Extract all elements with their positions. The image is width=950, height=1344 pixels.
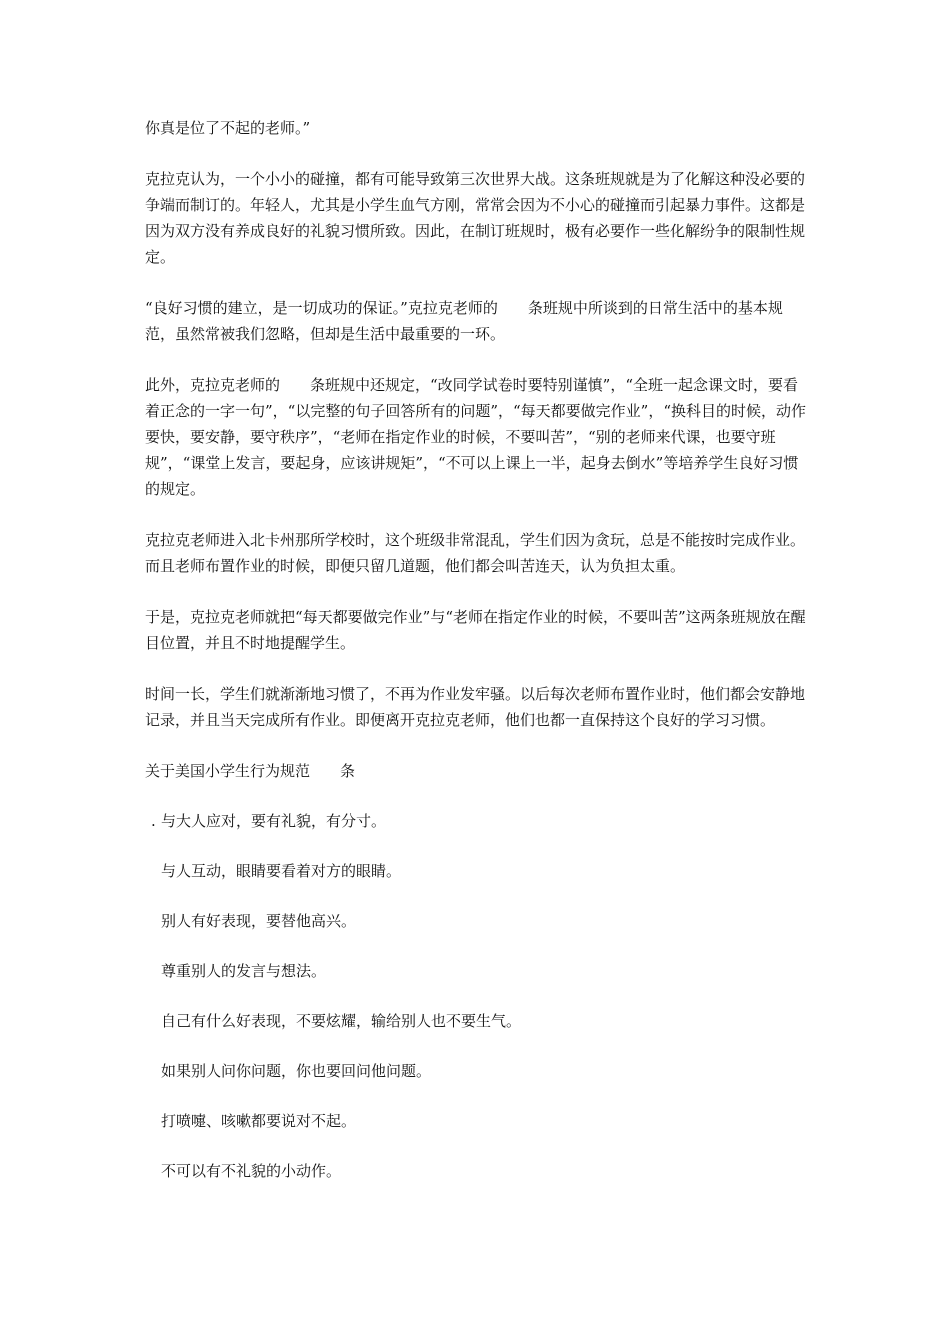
list-item [145,1108,810,1134]
list-item-text: 与大人应对，要有礼貌，有分寸。 [161,812,387,830]
list-item [145,908,810,934]
list-bullet: . [151,812,156,830]
paragraph: 克拉克老师进入北卡州那所学校时，这个班级非常混乱，学生们因为贪玩，总是不能按时完成作业。而且老师布置作业的时候，即便只留几道题，他们都会叫苦连天，认为负担太重。 [145,531,806,575]
list-item-text: 如果别人问你问题，你也要回问他问题。 [161,1062,432,1080]
paragraph: “良好习惯的建立，是一切成功的保证。”克拉克老师的 条班规中所谈到的日常生活中的基本规范，虽然常被我们忽略，但却是生活中最重要的一环。 [145,299,783,343]
list-item-text: 自己有什么好表现，不要炫耀，输给别人也不要生气。 [161,1012,522,1030]
list-item-text: 尊重别人的发言与想法。 [161,962,327,980]
paragraph: 时间一长，学生们就渐渐地习惯了，不再为作业发牢骚。以后每次老师布置作业时，他们都会安静地记录，并且当天完成所有作业。即便离开克拉克老师，他们也都一直保持这个良好的学习习惯。 [145,685,806,729]
list-item [145,808,810,834]
list-item-text: 不可以有不礼貌的小动作。 [161,1162,342,1180]
list-item [145,858,810,884]
list-item-text: 与人互动，眼睛要看着对方的眼睛。 [161,862,402,880]
list-item [145,1158,810,1184]
list-item [145,1058,810,1084]
list-item [145,958,810,984]
list-item-text: 打喷嚏、咳嗽都要说对不起。 [161,1112,357,1130]
document-page [145,115,810,1208]
list-item [145,1008,810,1034]
rules-list [145,808,810,1184]
paragraph: 此外，克拉克老师的 条班规中还规定，“改同学试卷时要特别谨慎”，“全班一起念课文时，要看着正念的一字一句”，“以完整的句子回答所有的问题”，“每天都要做完作业”，“换科目的时候，动作要快，要安静，要守秩序”，“老师在指定作业的时候，不要叫苦”，“别的老师来代课，也要守班规”，“课堂上发言，要起身，应该讲规矩”，“不可以上课上一半，起身去倒水”等培养学生良好习惯的规定。 [145,376,807,498]
paragraph: 克拉克认为，一个小小的碰撞，都有可能导致第三次世界大战。这条班规就是为了化解这种没必要的争端而制订的。年轻人，尤其是小学生血气方刚，常常会因为不小心的碰撞而引起暴力事件。这都是因为双方没有养成良好的礼貌习惯所致。因此，在制订班规时，极有必要作一些化解纷争的限制性规定。 [145,170,806,266]
list-item-text: 别人有好表现，要替他高兴。 [161,912,357,930]
section-heading: 关于美国小学生行为规范 条 [145,762,356,780]
paragraph: 于是，克拉克老师就把“每天都要做完作业”与“老师在指定作业的时候，不要叫苦”这两条班规放在醒目位置，并且不时地提醒学生。 [145,608,806,652]
paragraph: 你真是位了不起的老师。” [145,119,311,137]
